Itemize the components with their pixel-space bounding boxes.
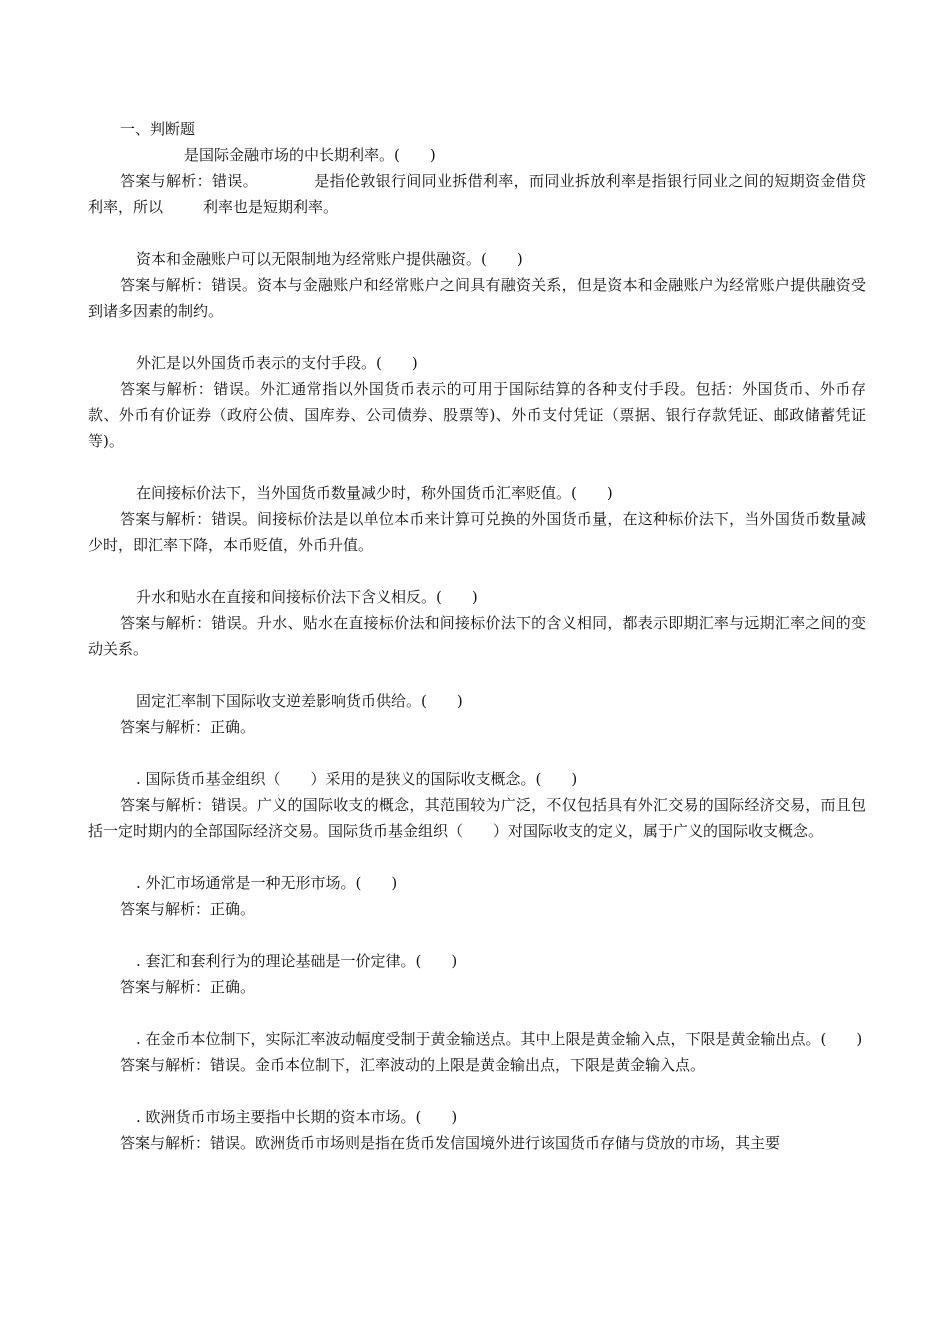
answer-body: 是指伦敦银行间同业拆借利率，而同业拆放利率是指银行同业之间的短期资金借贷利率，所以 <box>88 172 866 216</box>
answer-label: 答案与解析：错误。 <box>120 172 258 190</box>
answer-text: 答案与解析：正确。 <box>120 978 256 996</box>
question-text: 资本和金融账户可以无限制地为经常账户提供融资。( ) <box>136 250 523 268</box>
question-item-10 <box>88 1026 866 1078</box>
question-text: 是国际金融市场的中长期利率。( ) <box>184 146 436 164</box>
question-item-1 <box>88 142 866 220</box>
answer-text <box>88 168 866 220</box>
question-text: 升水和贴水在直接和间接标价法下含义相反。( ) <box>136 588 478 606</box>
answer-text: 答案与解析：正确。 <box>120 718 256 736</box>
question-text: . 套汇和套利行为的理论基础是一价定律。( ) <box>136 952 458 970</box>
question-item-7 <box>88 766 866 844</box>
section-title: 一、判断题 <box>120 120 196 138</box>
answer-text: 答案与解析：错误。升水、贴水在直接标价法和间接标价法下的含义相同，都表示即期汇率与远期汇率之间的变动关系。 <box>88 614 866 658</box>
answer-text: 答案与解析：错误。资本与金融账户和经常账户之间具有融资关系，但是资本和金融账户为经常账户提供融资受到诸多因素的制约。 <box>88 276 866 320</box>
question-text: . 欧洲货币市场主要指中长期的资本市场。( ) <box>136 1108 458 1126</box>
question-item-4 <box>88 480 866 558</box>
question-item-2 <box>88 246 866 324</box>
document-page <box>88 116 866 1182</box>
question-text: 在间接标价法下，当外国货币数量减少时，称外国货币汇率贬值。( ) <box>136 484 613 502</box>
question-text: 外汇是以外国货币表示的支付手段。( ) <box>136 354 418 372</box>
answer-text: 答案与解析：错误。外汇通常指以外国货币表示的可用于国际结算的各种支付手段。包括：外国货币、外币存款、外币有价证券（政府公债、国库券、公司债券、股票等)、外币支付凭证（票据、银行存款凭证、邮政储蓄凭证等)。 <box>88 380 866 450</box>
question-item-9 <box>88 948 866 1000</box>
question-text: . 外汇市场通常是一种无形市场。( ) <box>136 874 398 892</box>
question-item-8 <box>88 870 866 922</box>
answer-text: 答案与解析：错误。欧洲货币市场则是指在货币发信国境外进行该国货币存储与贷放的市场，其主要 <box>120 1134 781 1152</box>
question-item-3 <box>88 350 866 454</box>
question-item-11 <box>88 1104 866 1156</box>
question-item-5 <box>88 584 866 662</box>
answer-text: 答案与解析：正确。 <box>120 900 256 918</box>
answer-text: 答案与解析：错误。金币本位制下，汇率波动的上限是黄金输出点，下限是黄金输入点。 <box>120 1056 706 1074</box>
answer-tail: 利率也是短期利率。 <box>203 198 339 216</box>
question-text: . 国际货币基金组织（ ）采用的是狭义的国际收支概念。( ) <box>136 770 578 788</box>
answer-text: 答案与解析：错误。广义的国际收支的概念，其范围较为广泛，不仅包括具有外汇交易的国际经济交易，而且包括一定时期内的全部国际经济交易。国际货币基金组织（ ）对国际收支的定义，属于广义的国际收支概念。 <box>88 796 866 840</box>
question-item-6 <box>88 688 866 740</box>
question-text: . 在金币本位制下，实际汇率波动幅度受制于黄金输送点。其中上限是黄金输入点，下限是黄金输出点。( ) <box>136 1030 863 1048</box>
question-text: 固定汇率制下国际收支逆差影响货币供给。( ) <box>136 692 463 710</box>
answer-text: 答案与解析：错误。间接标价法是以单位本币来计算可兑换的外国货币量，在这种标价法下，当外国货币数量减少时，即汇率下降，本币贬值，外币升值。 <box>88 510 866 554</box>
